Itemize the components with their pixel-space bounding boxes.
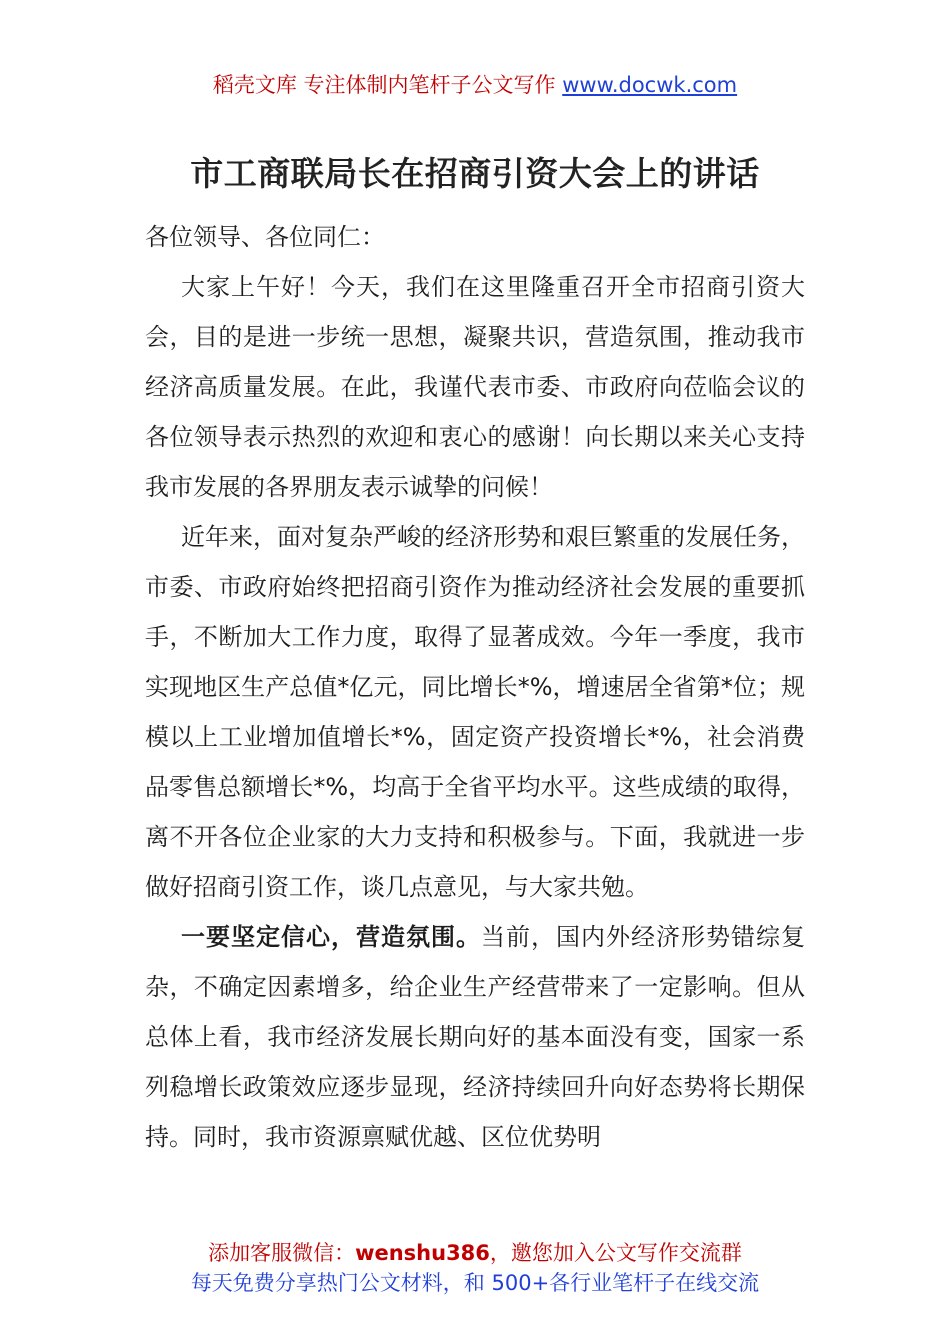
document-body (145, 212, 805, 1162)
salutation: 各位领导、各位同仁： (145, 223, 385, 251)
site-link[interactable]: www.docwk.com (562, 73, 738, 97)
footer-line-1 (0, 1238, 950, 1268)
wechat-id: wenshu386 (355, 1241, 490, 1265)
paragraph-point-1 (145, 912, 805, 1162)
header-tagline: 稻壳文库 专注体制内笔杆子公文写作 (212, 73, 563, 97)
paragraph-achievements: 近年来，面对复杂严峻的经济形势和艰巨繁重的发展任务，市委、市政府始终把招商引资作为推动经济社会发展的重要抓手，不断加大工作力度，取得了显著成效。今年一季度，我市实现地区生产总值*亿元，同比增长*%，增速居全省第*位；规模以上工业增加值增长*%，固定资产投资增长*%，社会消费品零售总额增长*%，均高于全省平均水平。这些成绩的取得，离不开各位企业家的大力支持和积极参与。下面，我就进一步做好招商引资工作，谈几点意见，与大家共勉。 (145, 523, 805, 901)
point-1-body: 当前，国内外经济形势错综复杂，不确定因素增多，给企业生产经营带来了一定影响。但从总体上看，我市经济发展长期向好的基本面没有变，国家一系列稳增长政策效应逐步显现，经济持续回升向好态势将长期保持。同时，我市资源禀赋优越、区位优势明 (145, 923, 805, 1151)
site-header (0, 70, 950, 100)
point-1-heading: 一要坚定信心，营造氛围。 (181, 923, 481, 951)
document-title: 市工商联局长在招商引资大会上的讲话 (190, 154, 760, 193)
footer-wechat-suffix: ，邀您加入公文写作交流群 (489, 1241, 742, 1265)
footer-line-2: 每天免费分享热门公文材料，和 500+各行业笔杆子在线交流 (190, 1271, 760, 1295)
paragraph-greeting: 大家上午好！今天，我们在这里隆重召开全市招商引资大会，目的是进一步统一思想，凝聚共识，营造氛围，推动我市经济高质量发展。在此，我谨代表市委、市政府向莅临会议的各位领导表示热烈的欢迎和衷心的感谢！向长期以来关心支持我市发展的各界朋友表示诚挚的问候！ (145, 273, 805, 501)
footer-wechat-prefix: 添加客服微信： (208, 1241, 356, 1265)
promo-footer (0, 1238, 950, 1298)
